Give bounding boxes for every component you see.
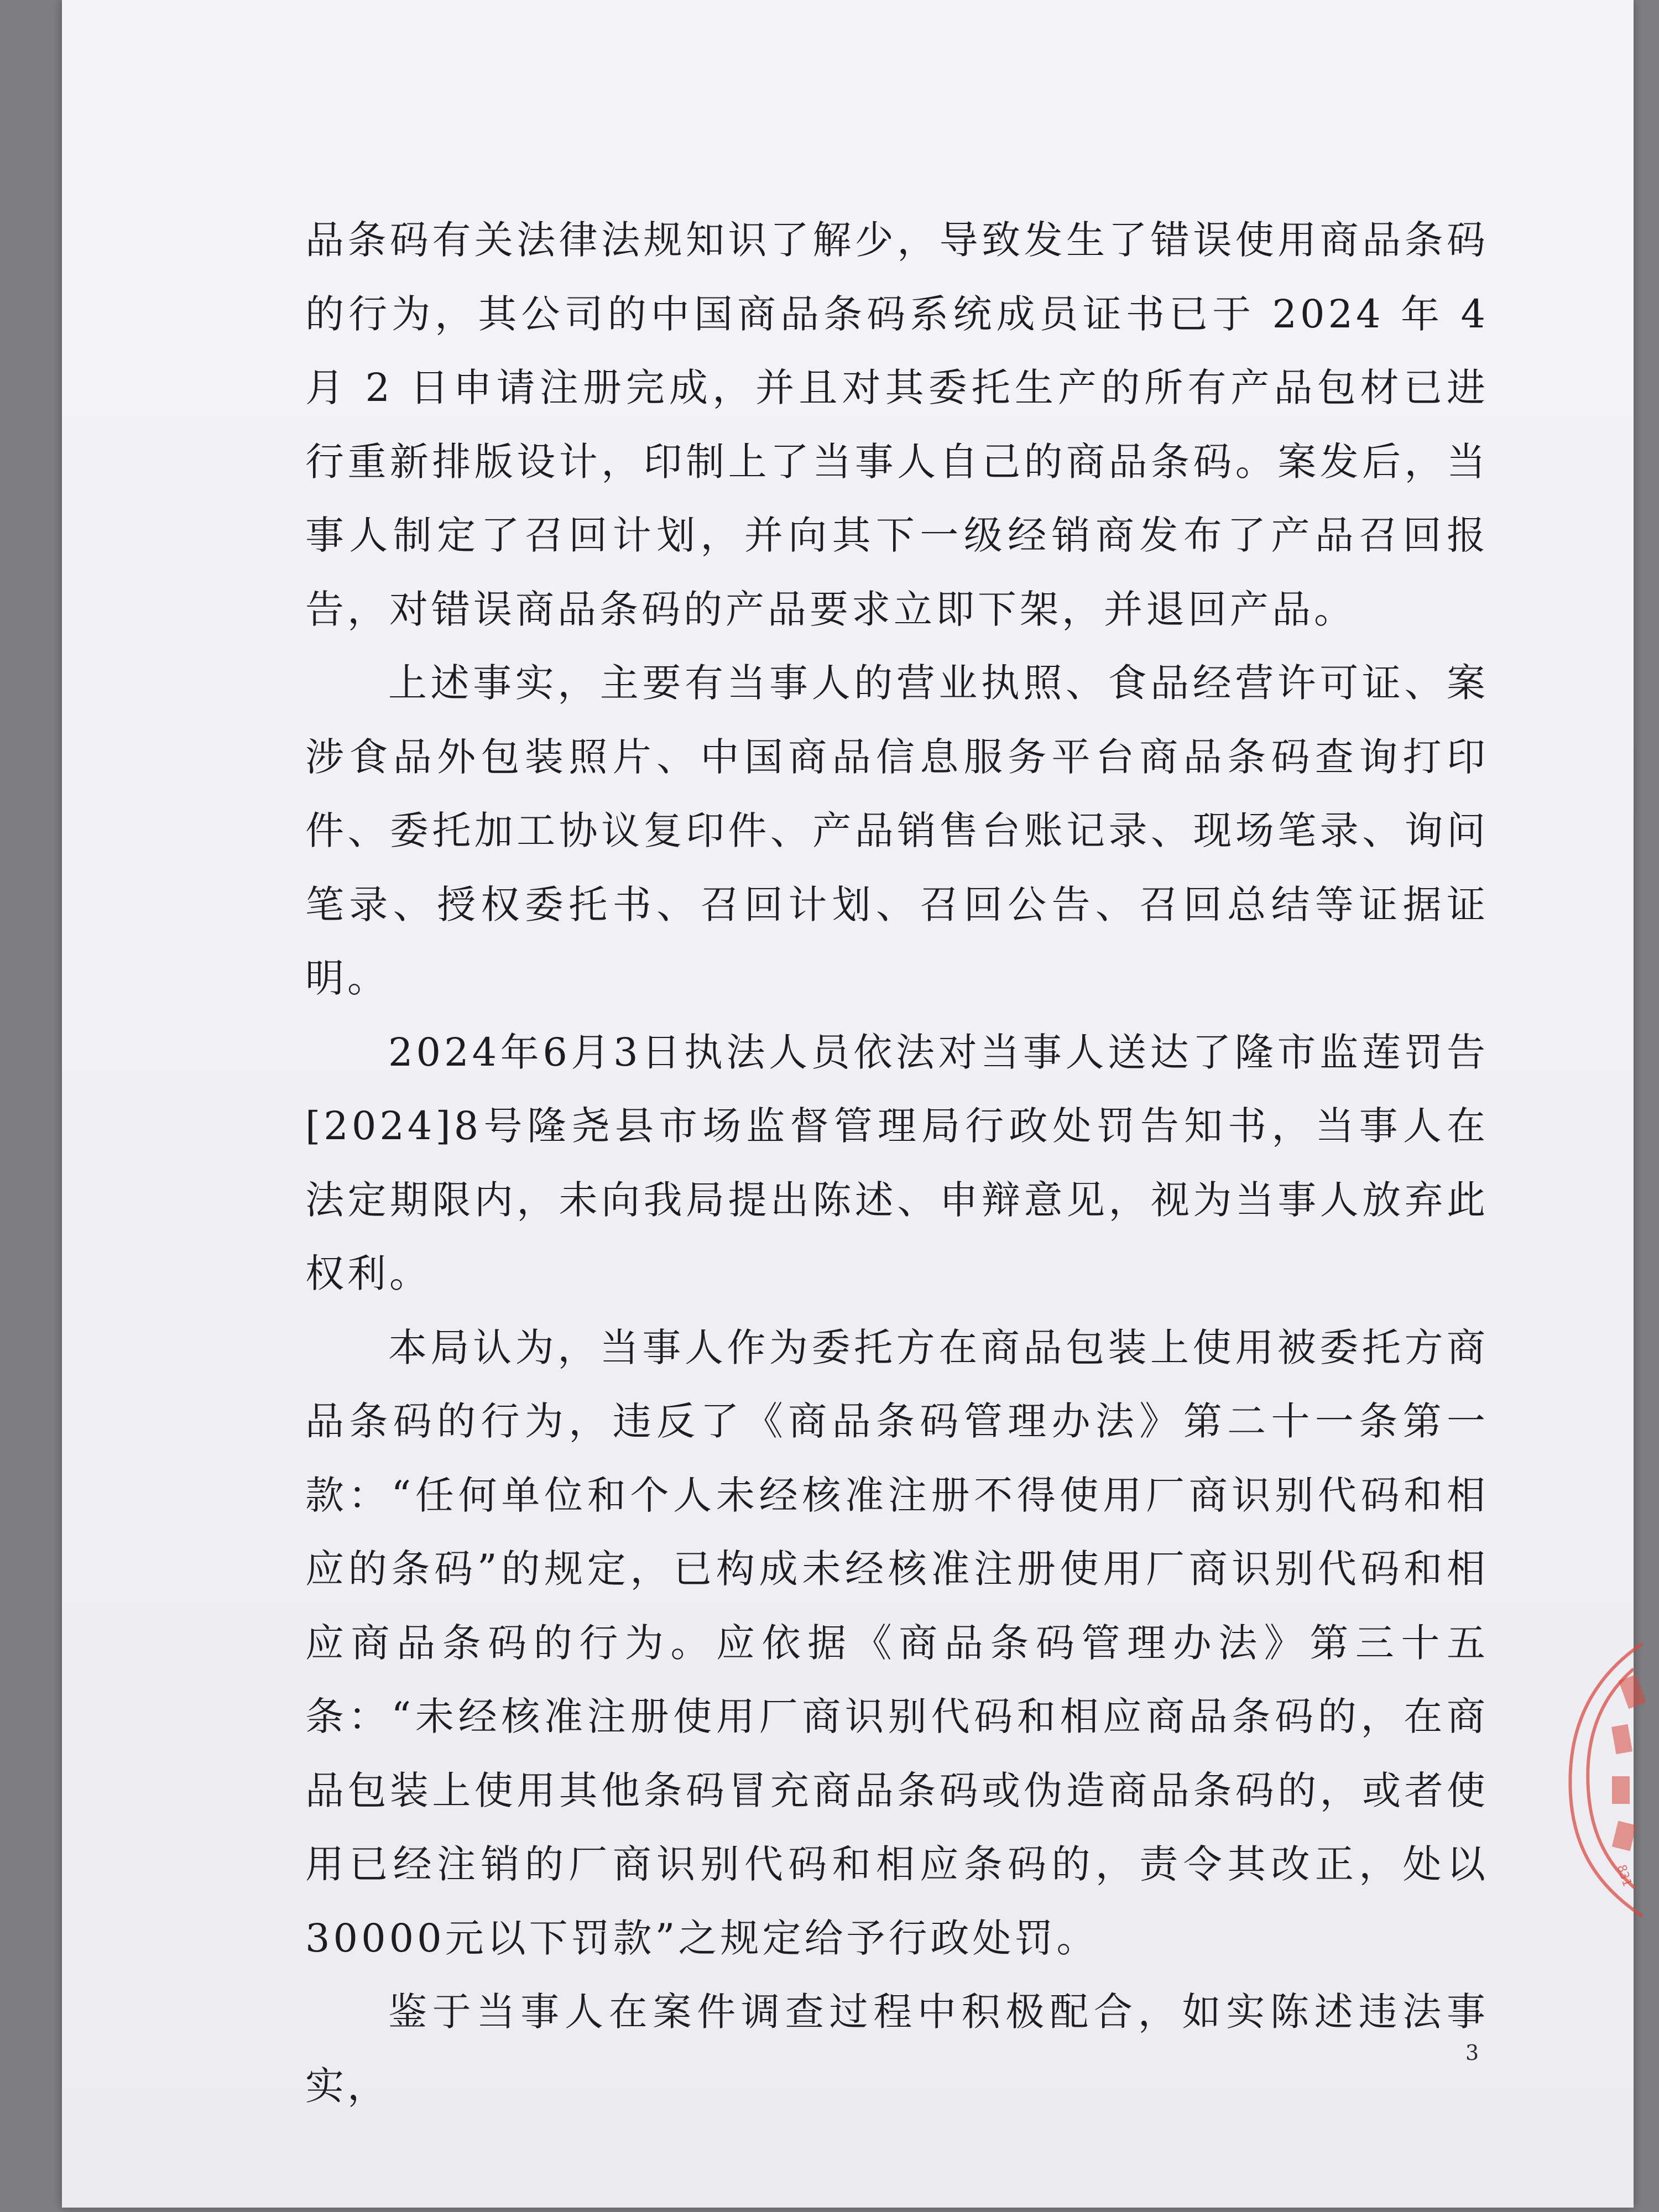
paragraph-4: 本局认为，当事人作为委托方在商品包装上使用被委托方商品条码的行为，违反了《商品条码管理办法》第二十一条第一款：“任何单位和个人未经核准注册不得使用厂商识别代码和相应的条码”的规定，已构成未经核准注册使用厂商识别代码和相应商品条码的行为。应依据《商品条码管理办法》第三十五条：“未经核准注册使用厂商识别代码和相应商品条码的，在商品包装上使用其他条码冒充商品条码或伪造商品条码的，或者使用已经注销的厂商识别代码和相应条码的，责令其改正，处以30000元以下罚款”之规定给予行政处罚。 bbox=[305, 1324, 1489, 1961]
paragraph-1: 品条码有关法律法规知识了解少，导致发生了错误使用商品条码的行为，其公司的中国商品条码系统成员证书已于 2024 年 4 月 2 日申请注册完成，并且对其委托生产的所有产品包材已进行重新排版设计，印制上了当事人自己的商品条码。案发后，当事人制定了召回计划，并向其下一级经销商发布了产品召回报告，对错误商品条码的产品要求立即下架，并退回产品。 bbox=[305, 217, 1489, 632]
document-body bbox=[305, 204, 1489, 2123]
paragraph-2: 上述事实，主要有当事人的营业执照、食品经营许可证、案涉食品外包装照片、中国商品信息服务平台商品条码查询打印件、委托加工协议复印件、产品销售台账记录、现场笔录、询问笔录、授权委托书、召回计划、召回公告、召回总结等证据证明。 bbox=[305, 660, 1489, 1001]
paragraph-5: 鉴于当事人在案件调查过程中积极配合，如实陈述违法事实， bbox=[305, 1989, 1489, 2109]
page-number: 3 bbox=[1465, 2041, 1479, 2065]
seal-number: 831 bbox=[1614, 1863, 1634, 1888]
paragraph-3: 2024年6月3日执法人员依法对当事人送达了隆市监莲罚告[2024]8号隆尧县市场监督管理局行政处罚告知书，当事人在法定期限内，未向我局提出陈述、申辩意见，视为当事人放弃此权利。 bbox=[305, 1029, 1489, 1296]
document-page bbox=[62, 0, 1634, 2208]
